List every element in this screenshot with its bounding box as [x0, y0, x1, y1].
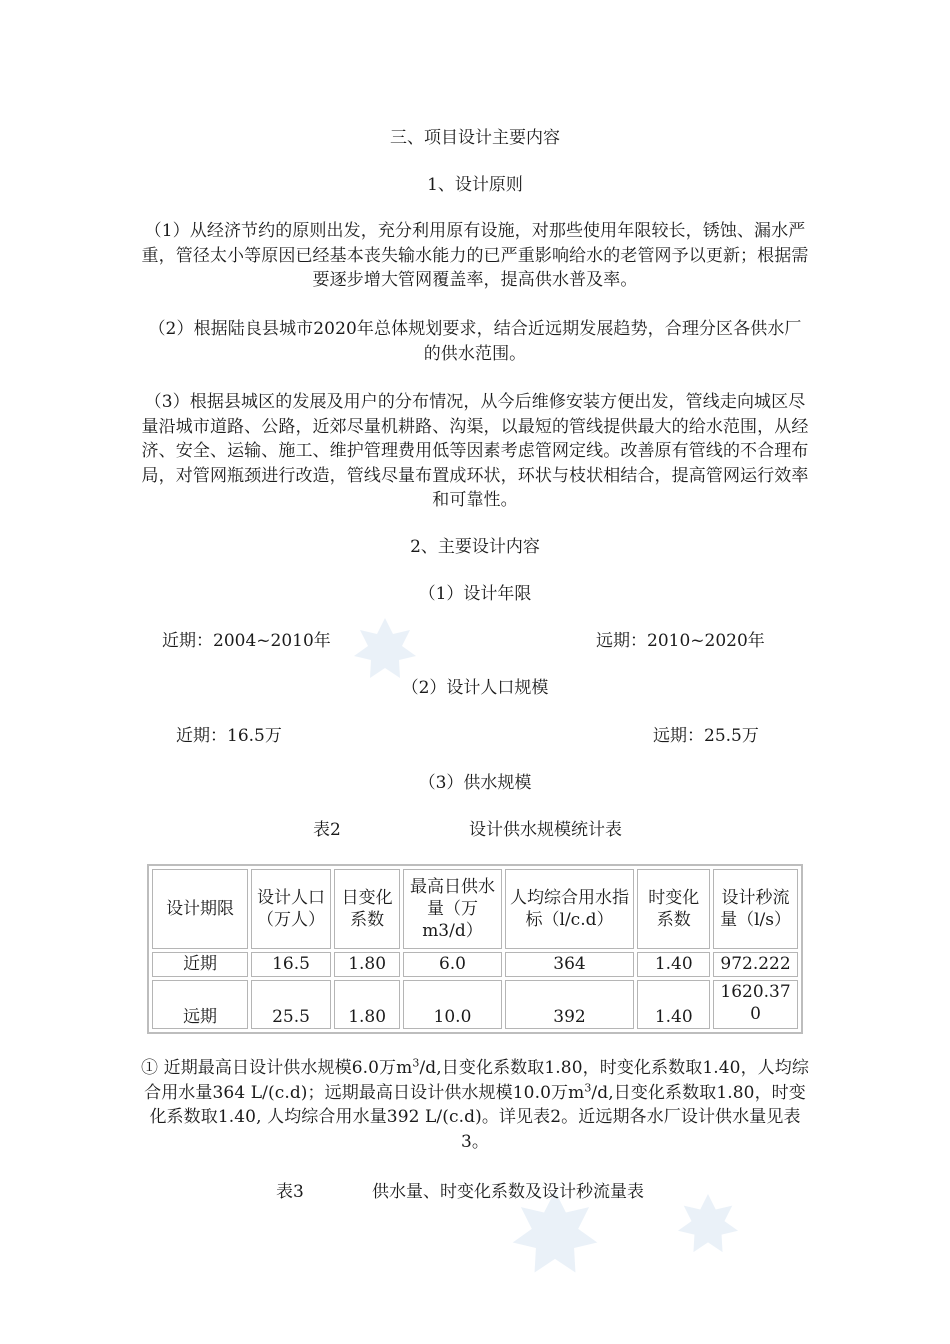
note-text: /d,日变化系数取1.80，时变化系数取1.40, 人均综合用水量392 L/(c.d)。详见表2。近远期各水厂设计供水量见表3。: [149, 1082, 806, 1152]
principle-paragraph-1: （1）从经济节约的原则出发，充分利用原有设施，对那些使用年限较长，锈蚀、漏水严重，管径太小等原因已经基本丧失输水能力的已严重影响给水的老管网予以更新；根据需要逐步增大管网覆盖率，提高供水普及率。: [141, 221, 809, 290]
table-row: [152, 952, 798, 977]
design-years-title: （1）设计年限: [418, 584, 532, 604]
table-cell: 1.80: [334, 952, 400, 977]
table2: [147, 864, 803, 1034]
watermark-snowflake-icon: [352, 616, 418, 682]
table-header-cell: 设计期限: [152, 869, 248, 949]
table-header-cell: 时变化系数: [637, 869, 710, 949]
table-row: [152, 980, 798, 1029]
population-near: 近期：16.5万: [176, 726, 282, 746]
table-cell: 25.5: [251, 980, 331, 1029]
table-cell: 392: [505, 980, 635, 1029]
watermark-snowflake-icon: [676, 1192, 740, 1256]
table-cell: 6.0: [403, 952, 501, 977]
design-years-near: 近期：2004~2010年: [162, 631, 331, 651]
section-title: 三、项目设计主要内容: [390, 128, 560, 148]
table-cell: 1620.370: [713, 980, 798, 1029]
population-title: （2）设计人口规模: [401, 678, 549, 698]
table-header-row: [152, 869, 798, 949]
note-superscript: 3: [412, 1056, 420, 1070]
note-superscript: 3: [584, 1080, 592, 1094]
table-cell: 972.222: [713, 952, 798, 977]
population-far: 远期：25.5万: [653, 726, 759, 746]
table-header-cell: 日变化系数: [334, 869, 400, 949]
table-cell: 16.5: [251, 952, 331, 977]
note-text: /d,日变化系数取1.80，时变化系数取1.40，人均综合用水量364 L/(c.d)；远期最高日设计供水规模10.0万m: [144, 1058, 809, 1103]
table2-caption: 设计供水规模统计表: [469, 820, 622, 840]
table-cell: 1.80: [334, 980, 400, 1029]
table3-caption: 供水量、时变化系数及设计秒流量表: [372, 1182, 644, 1202]
table2-label: 表2: [313, 820, 341, 840]
table-header-cell: 设计人口（万人）: [251, 869, 331, 949]
principle-paragraph-3: （3）根据县城区的发展及用户的分布情况，从今后维修安装方便出发，管线走向城区尽量沿城市道路、公路，近郊尽量机耕路、沟渠，以最短的管线提供最大的给水范围，从经济、安全、运输、施工、维护管理费用低等因素考虑管网定线。改善原有管线的不合理布局，对管网瓶颈进行改造，管线尽量布置成环状，环状与枝状相结合，提高管网运行效率和可靠性。: [141, 392, 809, 510]
supply-note-paragraph: [140, 1056, 810, 1154]
supply-scale-title: （3）供水规模: [418, 773, 532, 793]
note-text: ① 近期最高日设计供水规模6.0万m: [141, 1058, 413, 1078]
table-cell: 1.40: [637, 980, 710, 1029]
subsection-title-principles: 1、设计原则: [427, 175, 523, 195]
table-cell: 远期: [152, 980, 248, 1029]
table3-label: 表3: [276, 1182, 304, 1202]
table-cell: 1.40: [637, 952, 710, 977]
table-cell: 364: [505, 952, 635, 977]
design-years-far: 远期：2010~2020年: [596, 631, 765, 651]
table-cell: 近期: [152, 952, 248, 977]
table-header-cell: 最高日供水量（万m3/d）: [403, 869, 501, 949]
table-cell: 10.0: [403, 980, 501, 1029]
table-header-cell: 设计秒流量（l/s）: [713, 869, 798, 949]
principle-paragraph-2: （2）根据陆良县城市2020年总体规划要求，结合近远期发展趋势，合理分区各供水厂的供水范围。: [148, 319, 802, 364]
subsection-title-design-content: 2、主要设计内容: [410, 537, 540, 557]
table-header-cell: 人均综合用水指标（l/c.d）: [505, 869, 635, 949]
